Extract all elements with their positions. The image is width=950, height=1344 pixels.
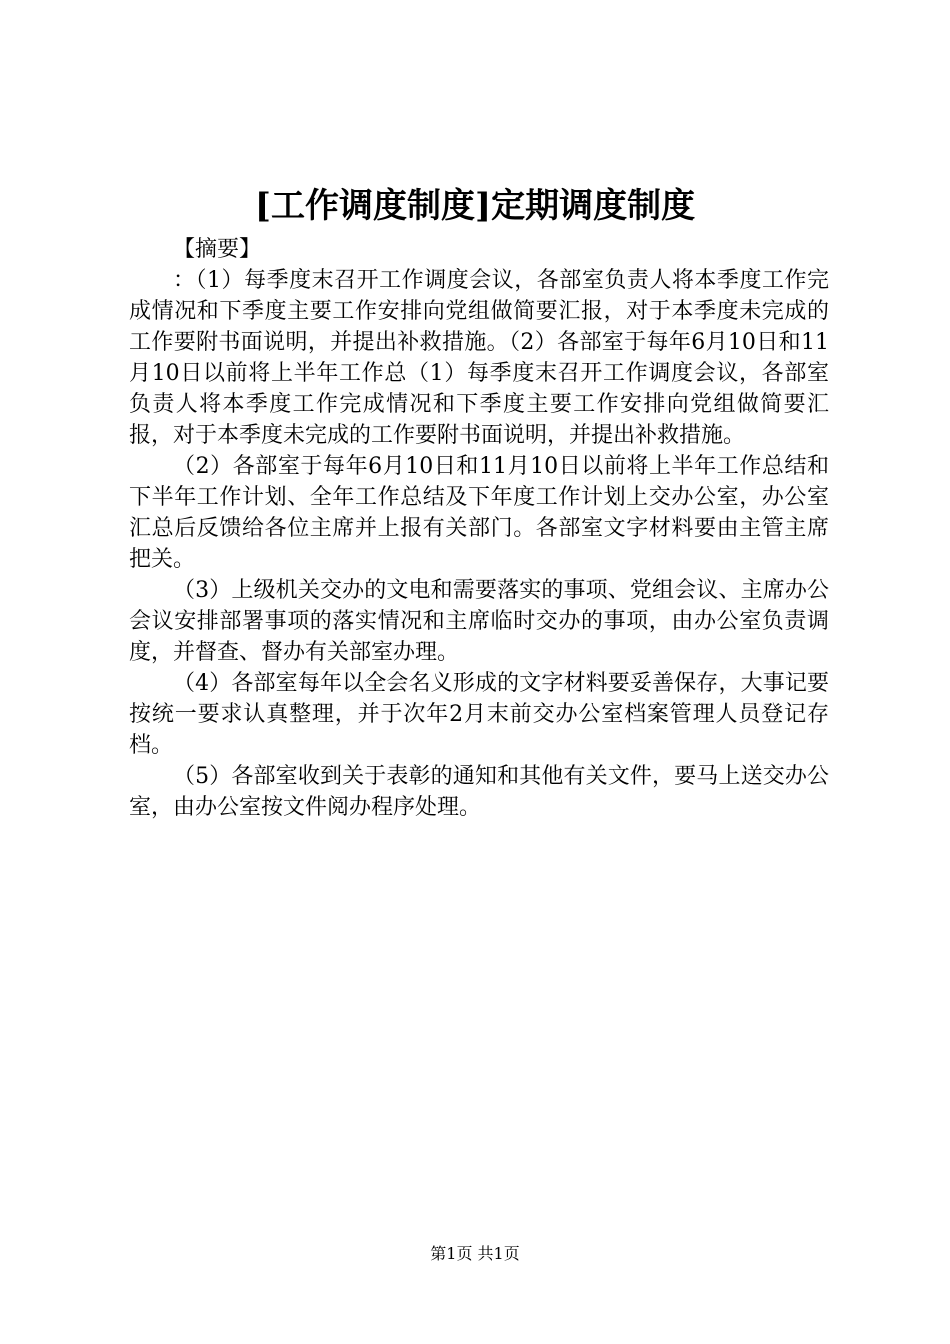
document-body	[129, 234, 829, 823]
abstract-text: ：（1）每季度末召开工作调度会议，各部室负责人将本季度工作完成情况和下季度主要工作安排向党组做简要汇报，对于本季度未完成的工作要附书面说明，并提出补救措施。（2）各部室于每年6月10日和11月10日以前将上半年工作总（1）每季度末召开工作调度会议，各部室负责人将本季度工作完成情况和下季度主要工作安排向党组做简要汇报，对于本季度未完成的工作要附书面说明，并提出补救措施。	[129, 268, 829, 448]
abstract-label: 【摘要】	[173, 237, 262, 262]
document-title: [工作调度制度]定期调度制度	[254, 186, 696, 226]
paragraph-3: （3）上级机关交办的文电和需要落实的事项、党组会议、主席办公会议安排部署事项的落实情况和主席临时交办的事项，由办公室负责调度，并督查、督办有关部室办理。	[129, 578, 829, 665]
paragraph-5: （5）各部室收到关于表彰的通知和其他有关文件，要马上送交办公室，由办公室按文件阅办程序处理。	[129, 764, 829, 820]
paragraph-2: （2）各部室于每年6月10日和11月10日以前将上半年工作总结和下半年工作计划、全年工作总结及下年度工作计划上交办公室，办公室汇总后反馈给各位主席并上报有关部门。各部室文字材料要由主管主席把关。	[129, 454, 829, 572]
page-footer: 第1页 共1页	[430, 1244, 520, 1263]
paragraph-4: （4）各部室每年以全会名义形成的文字材料要妥善保存，大事记要按统一要求认真整理，并于次年2月末前交办公室档案管理人员登记存档。	[129, 671, 829, 758]
